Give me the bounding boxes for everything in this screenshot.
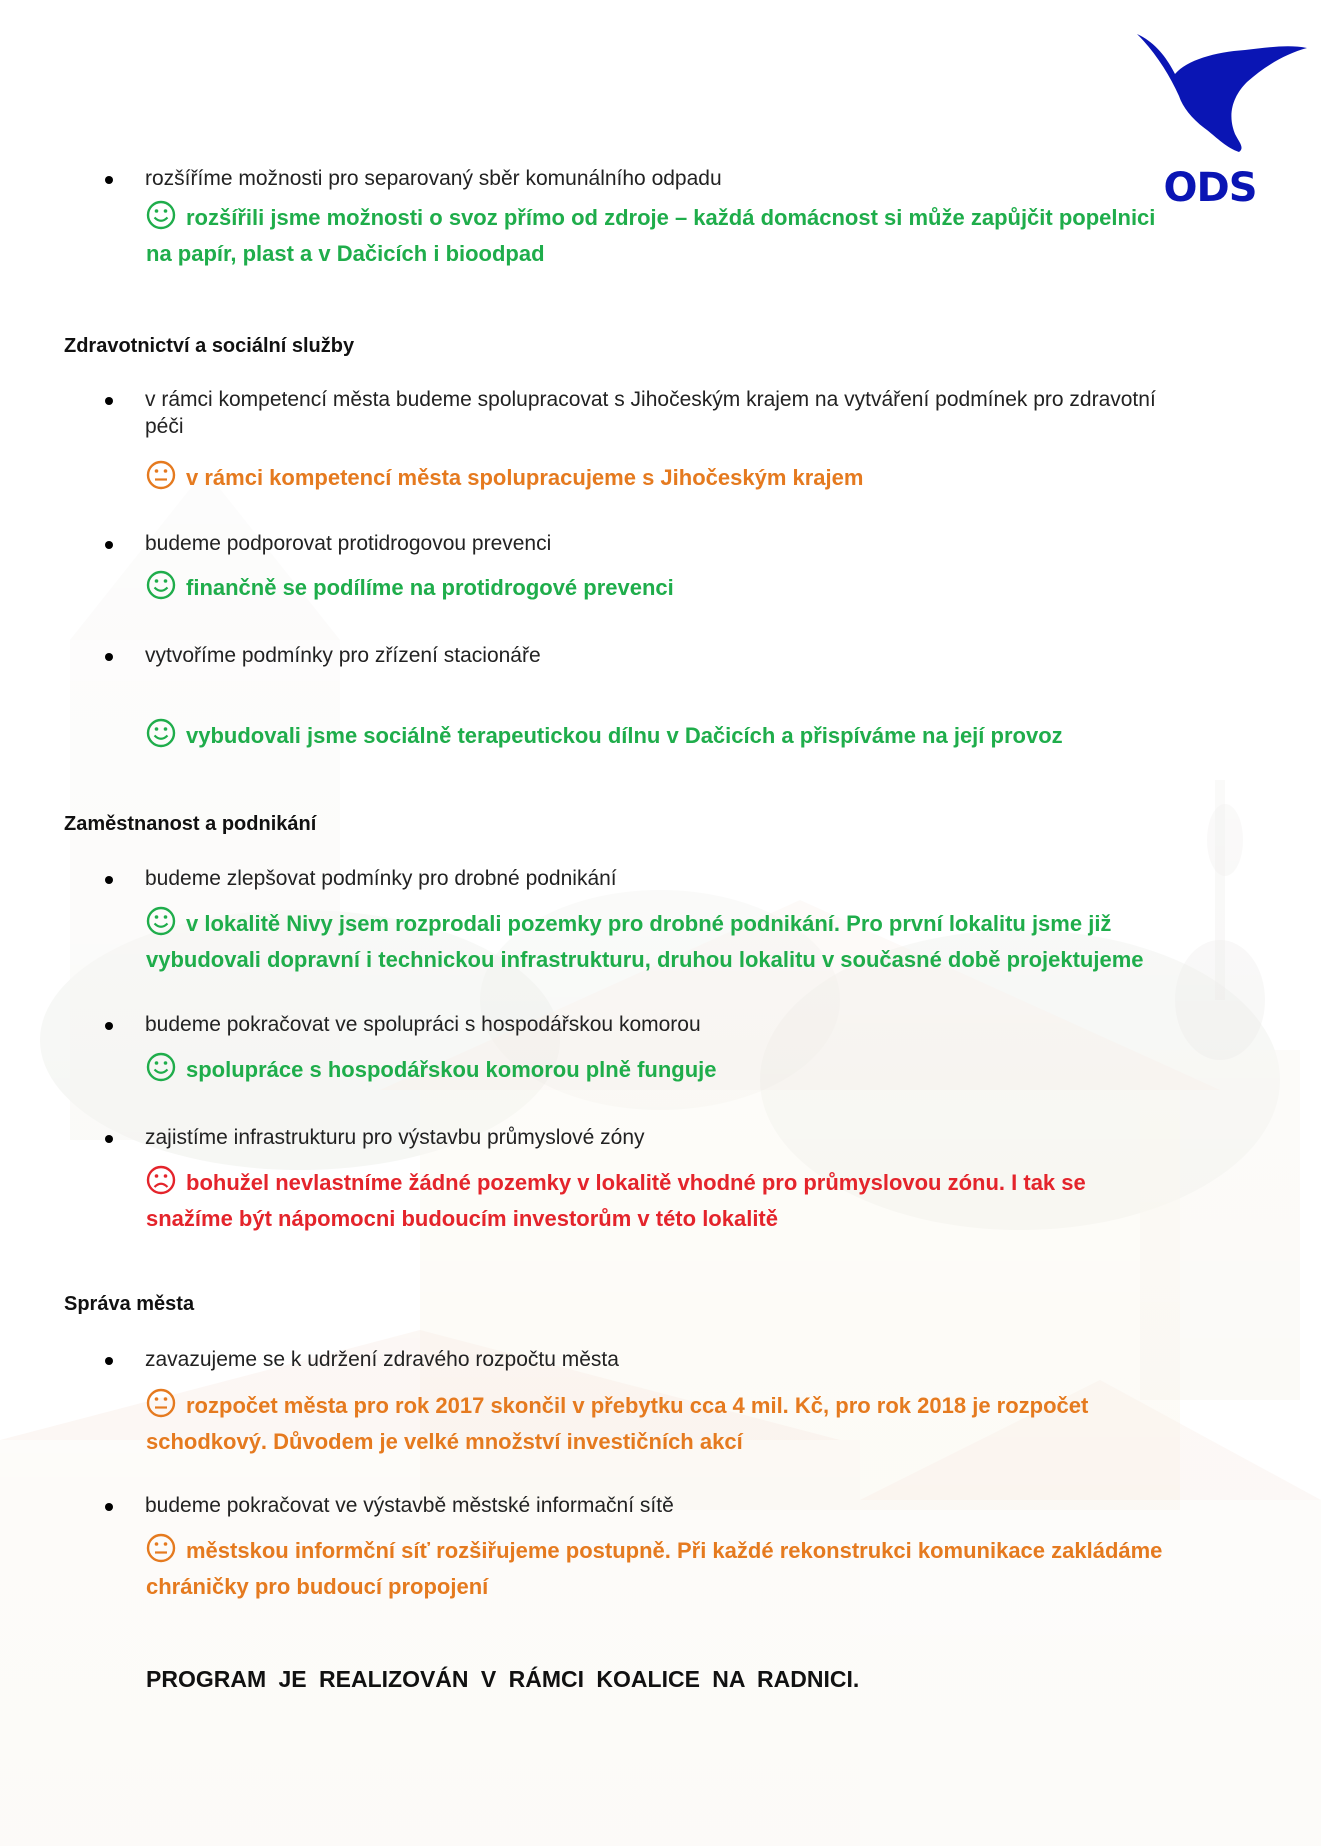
result-text: bohužel nevlastníme žádné pozemky v lokalitě vhodné pro průmyslovou zónu. I tak se snažíme být nápomocni budoucím investorům v této lokalitě xyxy=(146,1165,1246,1237)
promise-text: zavazujeme se k udržení zdravého rozpočtu města xyxy=(145,1348,619,1371)
smiley-icon xyxy=(146,718,176,748)
promise-text: budeme pokračovat ve výstavbě městské informační sítě xyxy=(145,1494,674,1517)
result-text: rozpočet města pro rok 2017 skončil v přebytku cca 4 mil. Kč, pro rok 2018 je rozpočet schodkový. Důvodem je velké množství investičních akcí xyxy=(146,1388,1246,1460)
bullet xyxy=(105,876,113,884)
section-title: Zaměstnanost a podnikání xyxy=(64,813,317,835)
section-title: Správa města xyxy=(64,1293,195,1315)
list-item xyxy=(105,1124,1265,1151)
bullet xyxy=(105,1503,113,1511)
list-item xyxy=(105,642,1265,669)
smiley-icon xyxy=(146,200,176,230)
result-text: rozšířili jsme možnosti o svoz přímo od zdroje – každá domácnost si může zapůjčit popelnici na papír, plast a v Dačicích i bioodpad xyxy=(146,200,1246,272)
bullet xyxy=(105,397,113,405)
result-text: finančně se podílíme na protidrogové prevenci xyxy=(146,570,1246,606)
result-text: v rámci kompetencí města spolupracujeme s Jihočeským krajem xyxy=(146,460,1246,496)
bullet xyxy=(105,1022,113,1030)
promise-text: rozšíříme možnosti pro separovaný sběr komunálního odpadu xyxy=(145,167,722,190)
list-item xyxy=(105,165,1265,192)
result-text: vybudovali jsme sociálně terapeutickou dílnu v Dačicích a přispíváme na její provoz xyxy=(146,718,1246,754)
list-item xyxy=(105,1011,1265,1038)
smiley-icon xyxy=(146,906,176,936)
bullet xyxy=(105,176,113,184)
promise-text: zajistíme infrastrukturu pro výstavbu průmyslové zóny xyxy=(145,1126,645,1149)
sad-face-icon xyxy=(146,1165,176,1195)
logo-text: ODS xyxy=(1163,165,1257,211)
bullet xyxy=(105,1357,113,1365)
neutral-face-icon xyxy=(146,1388,176,1418)
promise-text: budeme podporovat protidrogovou prevenci xyxy=(145,532,552,555)
result-text: v lokalitě Nivy jsem rozprodali pozemky pro drobné podnikání. Pro první lokalitu jsme již vybudovali dopravní i technickou infrastrukturu, druhou lokalitu v současné době projektujeme xyxy=(146,906,1246,978)
promise-text: budeme pokračovat ve spolupráci s hospodářskou komorou xyxy=(145,1013,701,1036)
bullet xyxy=(105,653,113,661)
list-item xyxy=(105,1346,1265,1373)
list-item xyxy=(105,530,1265,557)
neutral-face-icon xyxy=(146,460,176,490)
list-item xyxy=(105,865,1265,892)
promise-text: v rámci kompetencí města budeme spolupracovat s Jihočeským krajem na vytváření podmínek pro zdravotní péči xyxy=(145,388,1156,438)
bullet xyxy=(105,541,113,549)
bullet xyxy=(105,1135,113,1143)
footer-note: PROGRAM JE REALIZOVÁN V RÁMCI KOALICE NA RADNICI. xyxy=(146,1666,860,1692)
promise-text: vytvoříme podmínky pro zřízení stacionáře xyxy=(145,644,541,667)
list-item xyxy=(105,386,1265,440)
promise-text: budeme zlepšovat podmínky pro drobné podnikání xyxy=(145,867,617,890)
list-item xyxy=(105,1492,1265,1519)
result-text: městskou informční síť rozšiřujeme postupně. Při každé rekonstrukci komunikace zakládáme chráničky pro budoucí propojení xyxy=(146,1533,1246,1605)
smiley-icon xyxy=(146,570,176,600)
bird-logo-icon xyxy=(1135,30,1310,170)
result-text: spolupráce s hospodářskou komorou plně funguje xyxy=(146,1052,1246,1088)
smiley-icon xyxy=(146,1052,176,1082)
neutral-face-icon xyxy=(146,1533,176,1563)
section-title: Zdravotnictví a sociální služby xyxy=(64,335,355,357)
